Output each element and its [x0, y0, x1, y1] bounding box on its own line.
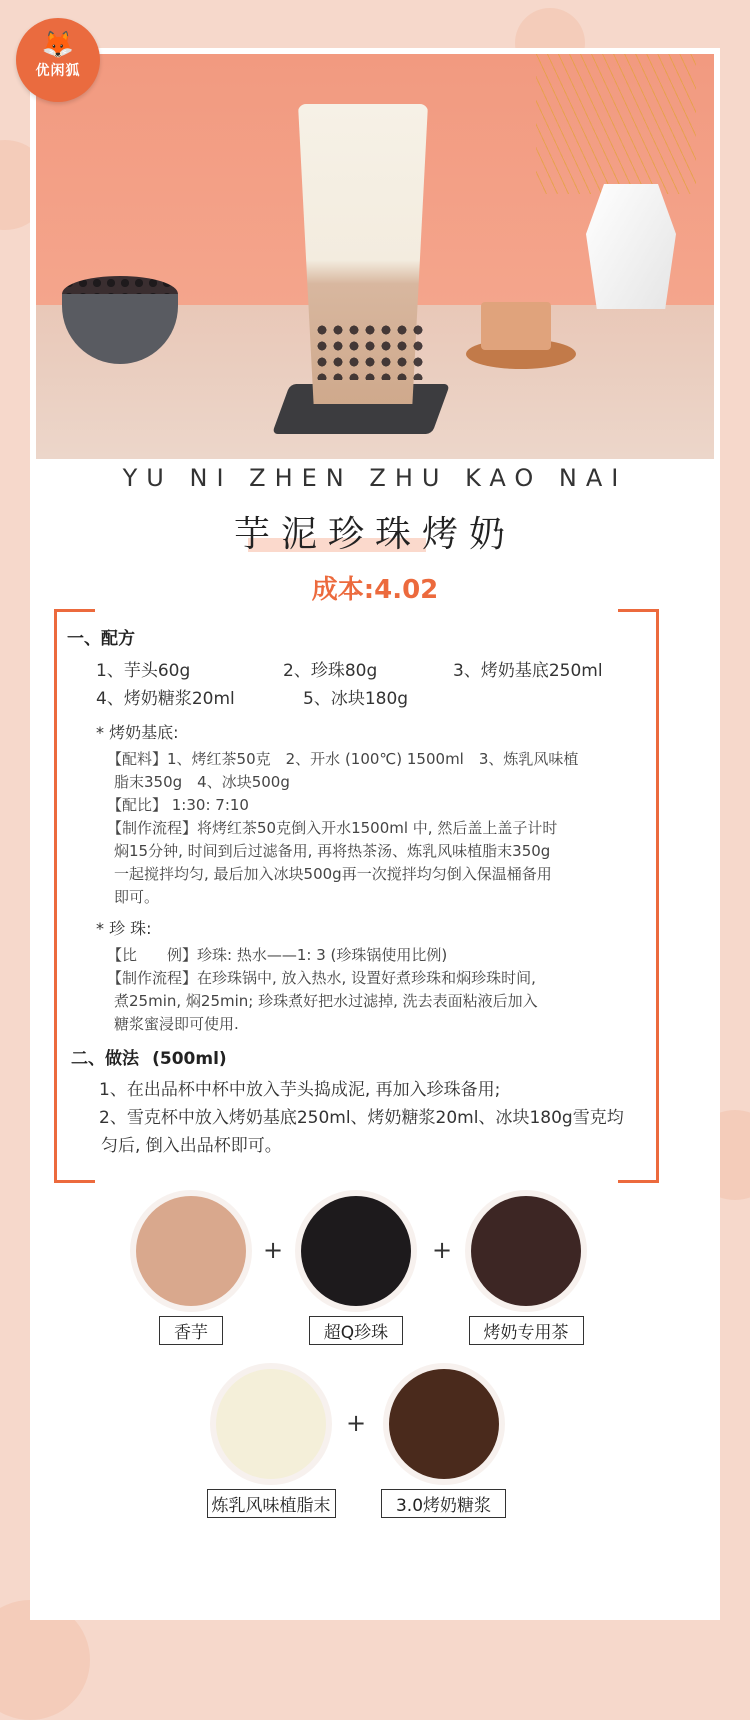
base-line: 【制作流程】将烤红茶50克倒入开水1500ml 中, 然后盖上盖子计时	[107, 819, 558, 837]
brand-logo	[16, 18, 100, 102]
plus-sign: +	[432, 1236, 453, 1264]
product-title: 芋泥珍珠烤奶	[233, 514, 516, 555]
recipe-item: 2、珍珠80g	[283, 661, 378, 681]
recipe-item: 4、烤奶糖浆20ml	[96, 689, 235, 709]
product-cost: 成本:4.02	[311, 575, 439, 605]
ingredient-tea	[456, 1196, 596, 1345]
ingredient-pearl	[291, 1196, 421, 1345]
pearl-line: 【比 例】珍珠: 热水——1: 3 (珍珠锅使用比例)	[107, 946, 448, 964]
pearl-bowl	[62, 294, 178, 364]
creamer-powder-image	[216, 1369, 326, 1479]
pearl-heading: * 珍 珠:	[96, 919, 152, 938]
taro-image	[136, 1196, 246, 1306]
pearl-details	[107, 944, 637, 1036]
brand-name: 优闲狐	[35, 63, 81, 79]
dried-flowers	[536, 54, 696, 194]
method-heading-row	[71, 1044, 227, 1069]
pearl-line: 煮25min, 焖25min; 珍珠煮好把水过滤掉, 洗去表面粘液后加入	[114, 992, 538, 1010]
pearl-line: 糖浆蜜浸即可使用.	[114, 1015, 239, 1033]
product-pinyin: YU NI ZHEN ZHU KAO NAI	[122, 464, 628, 492]
method-steps	[99, 1076, 659, 1160]
ingredient-syrup	[371, 1369, 516, 1518]
ingredient-taro	[131, 1196, 251, 1345]
vase	[586, 184, 676, 309]
ingredient-label: 炼乳风味植脂末	[207, 1489, 336, 1518]
plus-sign: +	[263, 1236, 284, 1264]
ingredient-label: 香芋	[159, 1316, 223, 1345]
method-step: 匀后, 倒入出品杯即可。	[101, 1136, 282, 1156]
product-photo	[36, 54, 714, 459]
fox-icon: 🦊	[41, 30, 75, 60]
base-line: 即可。	[114, 888, 160, 906]
base-line: 【配比】 1:30: 7:10	[107, 796, 249, 814]
ingredient-creamer	[196, 1369, 346, 1518]
plus-sign: +	[346, 1409, 367, 1437]
recipe-item: 5、冰块180g	[303, 689, 409, 709]
base-line: 脂末350g 4、冰块500g	[114, 773, 290, 791]
frame-left-bracket	[54, 609, 95, 1183]
method-unit: (500ml)	[152, 1049, 227, 1069]
method-heading: 二、做法	[71, 1049, 139, 1069]
recipe-item: 1、芋头60g	[96, 661, 191, 681]
brown-sugar-block	[481, 302, 551, 350]
base-line: 焖15分钟, 时间到后过滤备用, 再将热茶汤、炼乳风味植脂末350g	[114, 842, 551, 860]
ingredient-label: 烤奶专用茶	[469, 1316, 584, 1345]
syrup-image	[389, 1369, 499, 1479]
method-step: 2、雪克杯中放入烤奶基底250ml、烤奶糖浆20ml、冰块180g雪克均	[99, 1108, 624, 1128]
tea-leaves-image	[471, 1196, 581, 1306]
base-line: 【配料】1、烤红茶50克 2、开水 (100℃) 1500ml 3、炼乳风味植	[107, 750, 579, 768]
base-heading: * 烤奶基底:	[96, 723, 179, 742]
base-details	[107, 748, 637, 909]
ingredient-label: 3.0烤奶糖浆	[381, 1489, 506, 1518]
method-step: 1、在出品杯中杯中放入芋头捣成泥, 再加入珍珠备用;	[99, 1080, 501, 1100]
recipe-card	[30, 48, 720, 1620]
base-line: 一起搅拌均匀, 最后加入冰块500g再一次搅拌均匀倒入保温桶备用	[114, 865, 552, 883]
ingredient-label: 超Q珍珠	[309, 1316, 403, 1345]
pearl-image	[301, 1196, 411, 1306]
recipe-item: 3、烤奶基底250ml	[453, 661, 603, 681]
pearl-line: 【制作流程】在珍珠锅中, 放入热水, 设置好煮珍珠和焖珍珠时间,	[107, 969, 536, 987]
pearls-in-cup	[314, 322, 424, 380]
recipe-heading: 一、配方	[67, 629, 135, 649]
